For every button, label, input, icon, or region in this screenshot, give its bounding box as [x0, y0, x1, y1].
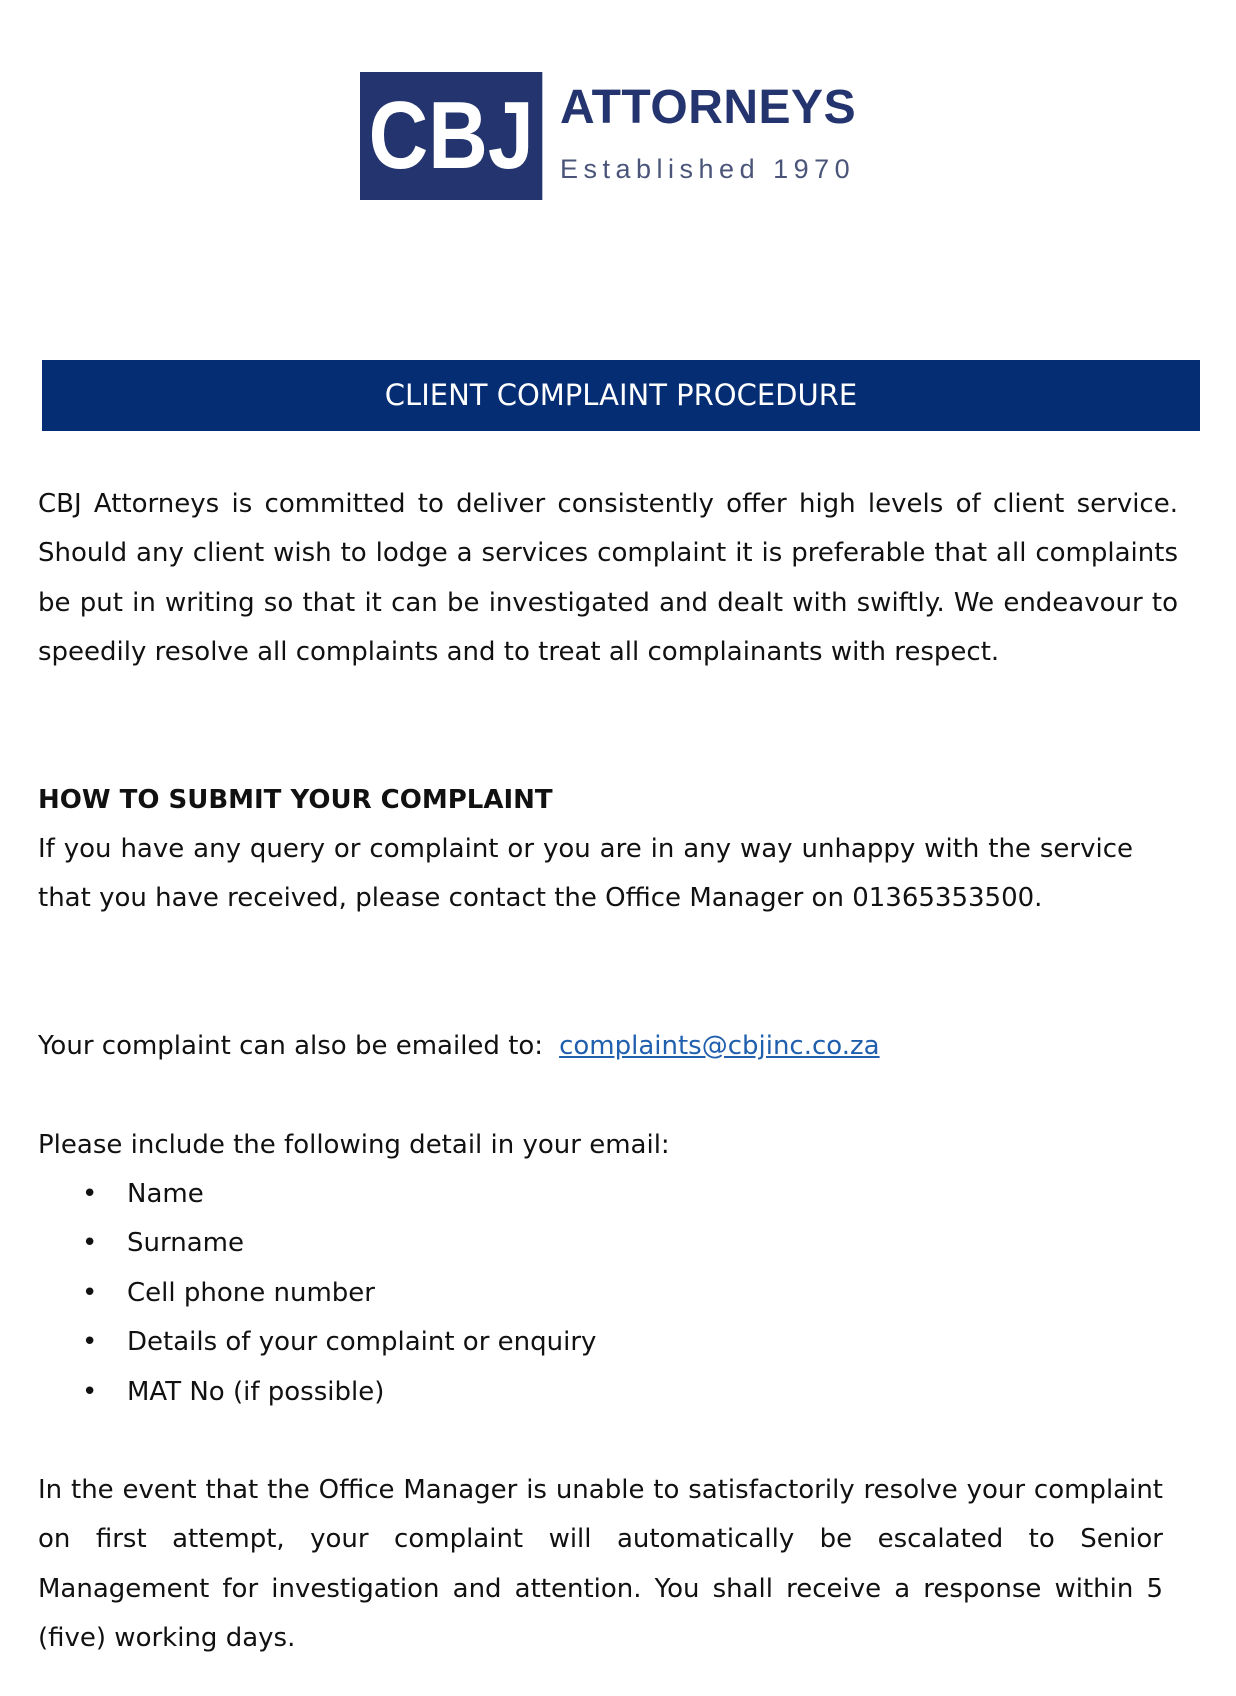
intro-paragraph: CBJ Attorneys is committed to deliver consistently offer high levels of client service. Should any client wish to lodge a services complaint it is preferable that all complaints be put in writing so that it can be investigated and dealt with swiftly. We endeavour to speedily resolve all complaints and to treat all complainants with respect. [38, 489, 1178, 667]
bullet-icon: • [82, 1179, 98, 1209]
list-item-text: Cell phone number [127, 1277, 375, 1308]
logo-wordmark: ATTORNEYS [560, 81, 857, 134]
list-item-text: Surname [127, 1228, 244, 1259]
list-item-text: Name [127, 1179, 204, 1209]
bullet-icon: • [82, 1327, 98, 1358]
logo-mark: CBJ [360, 72, 542, 200]
company-logo [360, 72, 860, 202]
email-line [38, 1022, 880, 1071]
email-link[interactable]: complaints@cbjinc.co.za [559, 1031, 880, 1061]
details-intro: Please include the following detail in your email: [38, 1130, 670, 1160]
bullet-icon: • [82, 1228, 98, 1259]
submit-paragraph: If you have any query or complaint or you are in any way unhappy with the service that you have received, please contact the Office Manager on 01365353500. [38, 834, 1133, 914]
submit-heading: HOW TO SUBMIT YOUR COMPLAINT [38, 785, 553, 815]
list-item-text: Details of your complaint or enquiry [127, 1327, 597, 1358]
document-title: CLIENT COMPLAINT PROCEDURE [384, 378, 858, 412]
logo-tagline: Established 1970 [560, 154, 856, 184]
email-label: Your complaint can also be emailed to: [38, 1031, 544, 1061]
bullet-icon: • [82, 1376, 98, 1407]
list-item-text: MAT No (if possible) [127, 1376, 385, 1407]
document-title-banner [42, 360, 1200, 431]
bullet-icon: • [82, 1277, 98, 1308]
escalation-paragraph: In the event that the Office Manager is unable to satisfactorily resolve your complaint on first attempt, your complaint will automatically be escalated to Senior Management for investigation and attention. You shall receive a response within 5 (five) working days. [38, 1475, 1163, 1653]
